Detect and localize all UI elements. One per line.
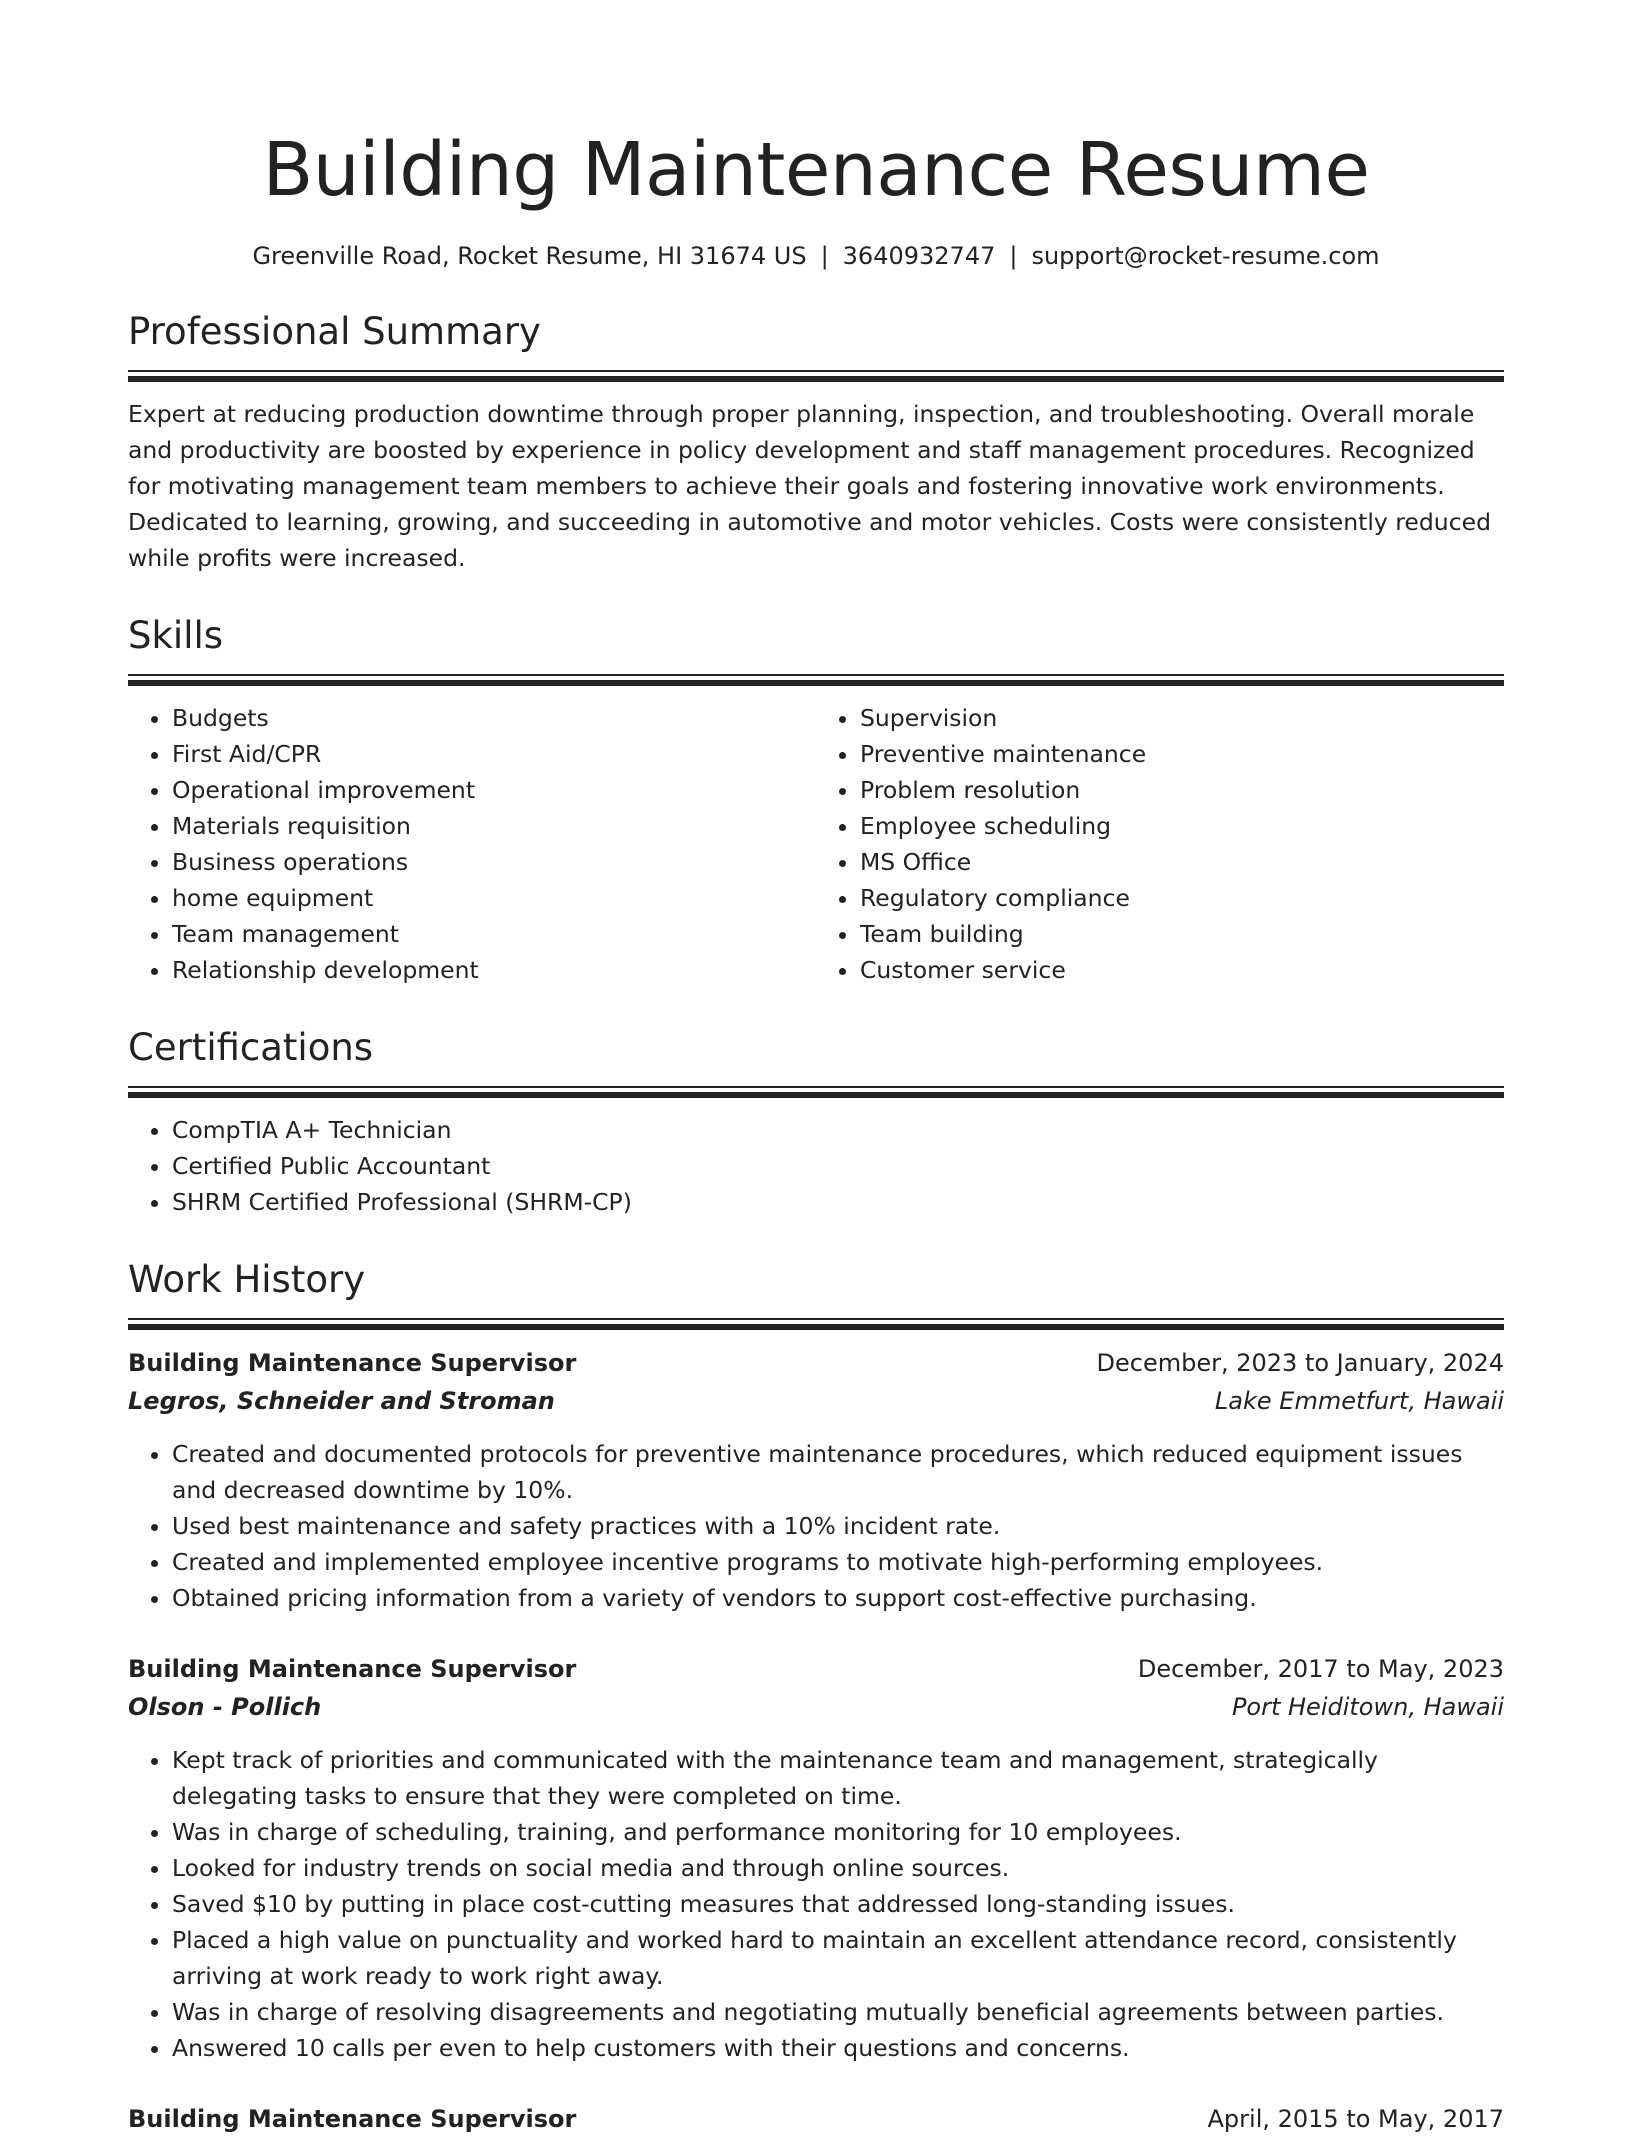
- list-item: • Business operations: [172, 844, 816, 880]
- resume-title: Building Maintenance Resume: [262, 127, 1370, 213]
- list-item: • CompTIA A+ Technician: [172, 1112, 1504, 1148]
- contact-separator: |: [820, 242, 829, 270]
- list-item: • Created and documented protocols for preventive maintenance procedures, which reduced equipment issues and decreased downtime by 10%.: [172, 1436, 1504, 1508]
- section-divider: [128, 370, 1504, 372]
- work-history-section: [128, 1256, 1504, 2138]
- list-item: • Was in charge of scheduling, training, and performance monitoring for 10 employees.: [172, 1814, 1504, 1850]
- certifications-list: [128, 1112, 1504, 1220]
- certifications-section: [128, 1024, 1504, 1220]
- summary-section: [128, 308, 1504, 576]
- list-item: • Customer service: [860, 952, 1504, 988]
- list-item: • Placed a high value on punctuality and worked hard to maintain an excellent attendance record, consistently arriving at work ready to work right away.: [172, 1922, 1504, 1994]
- section-heading: Professional Summary: [128, 310, 541, 353]
- list-item: • Relationship development: [172, 952, 816, 988]
- section-divider: [128, 1318, 1504, 1320]
- list-item: • Supervision: [860, 700, 1504, 736]
- list-item: • Preventive maintenance: [860, 736, 1504, 772]
- list-item: • Budgets: [172, 700, 816, 736]
- list-item: • Was in charge of resolving disagreements and negotiating mutually beneficial agreements between parties.: [172, 1994, 1504, 2030]
- contact-email: support@rocket-resume.com: [1031, 242, 1380, 270]
- list-item: • Employee scheduling: [860, 808, 1504, 844]
- list-item: • Team management: [172, 916, 816, 952]
- list-item: • SHRM Certified Professional (SHRM-CP): [172, 1184, 1504, 1220]
- list-item: • Certified Public Accountant: [172, 1148, 1504, 1184]
- job-company: Olson - Pollich: [128, 1693, 322, 1721]
- list-item: • Operational improvement: [172, 772, 816, 808]
- list-item: • Regulatory compliance: [860, 880, 1504, 916]
- list-item: • Problem resolution: [860, 772, 1504, 808]
- section-heading: Skills: [128, 614, 224, 657]
- job-company: Legros, Schneider and Stroman: [128, 1387, 555, 1415]
- skills-list-right: [816, 700, 1504, 988]
- job-title: Building Maintenance Supervisor: [128, 1349, 577, 1377]
- contact-phone: 3640932747: [842, 242, 996, 270]
- skills-section: [128, 612, 1504, 988]
- job-dates: December, 2017 to May, 2023: [1137, 1655, 1504, 1683]
- job-entry: [128, 1650, 1504, 2066]
- list-item: • Materials requisition: [172, 808, 816, 844]
- list-item: • Looked for industry trends on social media and through online sources.: [172, 1850, 1504, 1886]
- list-item: • Created and implemented employee incentive programs to motivate high-performing employees.: [172, 1544, 1504, 1580]
- contact-separator: |: [1009, 242, 1018, 270]
- job-dates: April, 2015 to May, 2017: [1207, 2105, 1504, 2133]
- section-divider: [128, 1086, 1504, 1088]
- job-dates: December, 2023 to January, 2024: [1096, 1349, 1504, 1377]
- job-entry: [128, 1344, 1504, 1616]
- section-heading: Certifications: [128, 1026, 374, 1069]
- list-item: • Saved $10 by putting in place cost-cutting measures that addressed long-standing issues.: [172, 1886, 1504, 1922]
- list-item: • Kept track of priorities and communicated with the maintenance team and management, strategically delegating tasks to ensure that they were completed on time.: [172, 1742, 1504, 1814]
- list-item: • First Aid/CPR: [172, 736, 816, 772]
- job-location: Port Heiditown, Hawaii: [1231, 1693, 1504, 1721]
- list-item: • Obtained pricing information from a variety of vendors to support cost-effective purchasing.: [172, 1580, 1504, 1616]
- skills-list-left: [128, 700, 816, 988]
- list-item: • Team building: [860, 916, 1504, 952]
- list-item: • home equipment: [172, 880, 816, 916]
- job-title: Building Maintenance Supervisor: [128, 2105, 577, 2133]
- contact-line: [128, 240, 1504, 272]
- job-entry: [128, 2100, 1504, 2138]
- job-title: Building Maintenance Supervisor: [128, 1655, 577, 1683]
- list-item: • Answered 10 calls per even to help customers with their questions and concerns.: [172, 2030, 1504, 2066]
- contact-address: Greenville Road, Rocket Resume, HI 31674 US: [252, 242, 807, 270]
- section-divider: [128, 674, 1504, 676]
- section-heading: Work History: [128, 1258, 366, 1301]
- summary-text: Expert at reducing production downtime through proper planning, inspection, and troubleshooting. Overall morale and productivity are boosted by experience in policy development and staff management procedures. Recognized for motivating management team members to achieve their goals and fostering innovative work environments. Dedicated to learning, growing, and succeeding in automotive and motor vehicles. Costs were consistently reduced while profits were increased.: [128, 400, 1491, 572]
- job-location: Lake Emmetfurt, Hawaii: [1214, 1387, 1504, 1415]
- list-item: • Used best maintenance and safety practices with a 10% incident rate.: [172, 1508, 1504, 1544]
- job-duties-list: [128, 1436, 1504, 1616]
- list-item: • MS Office: [860, 844, 1504, 880]
- job-duties-list: [128, 1742, 1504, 2066]
